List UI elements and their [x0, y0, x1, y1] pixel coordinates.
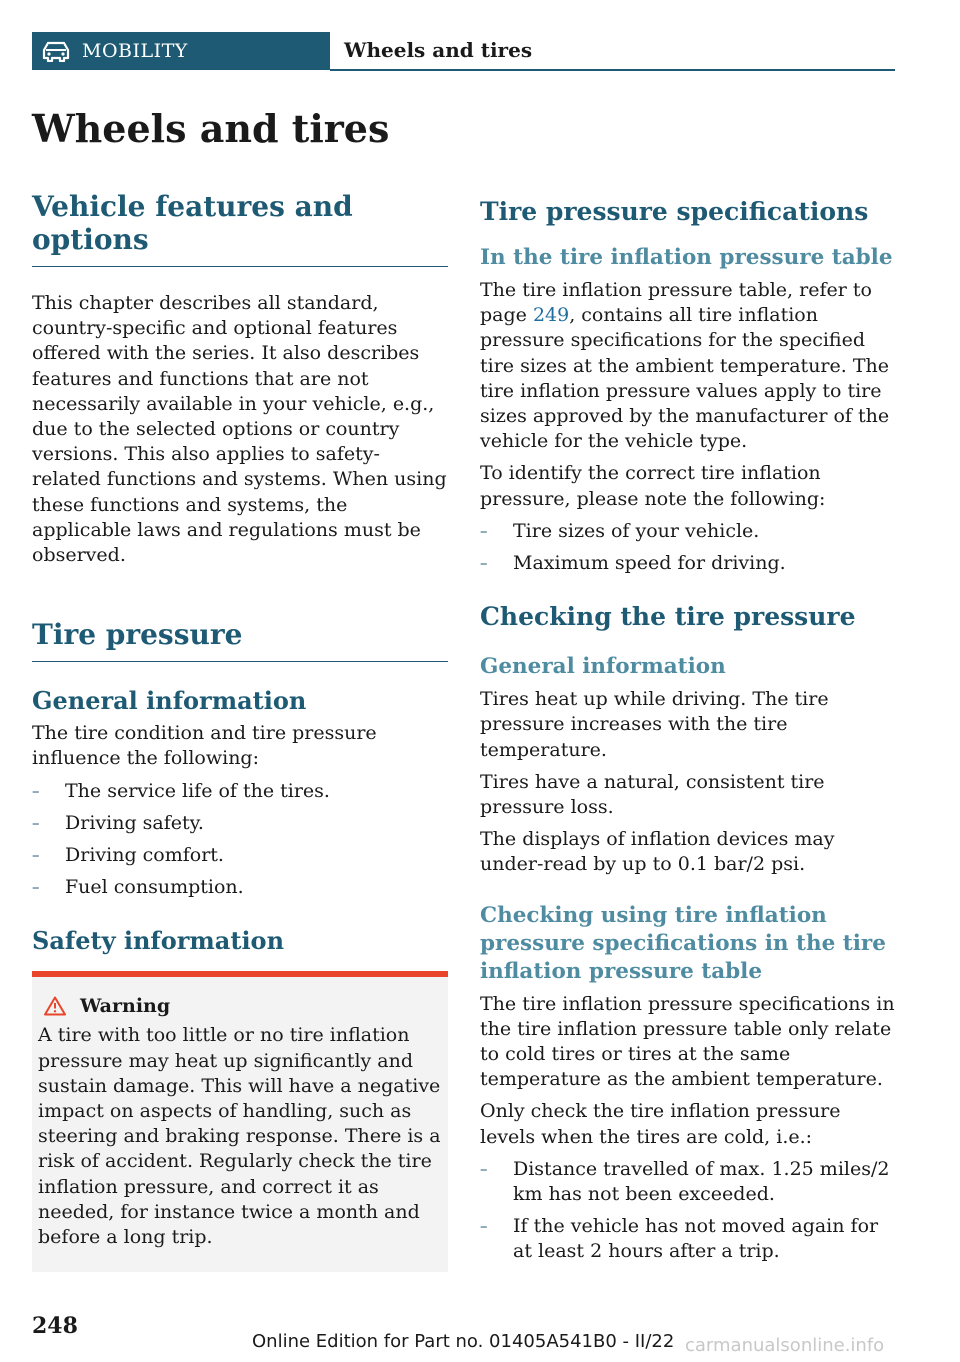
page-link[interactable]: 249 [532, 304, 570, 327]
using-text: The tire inflation pressure specifications in the tire inflation pressure table only relate to cold tires or tires at the same temperature as the ambient temperature. [480, 992, 895, 1091]
edition-info: Online Edition for Part no. 01405A541B0 - II/22 [252, 1331, 675, 1352]
list-item: – Maximum speed for driving. [480, 551, 896, 576]
check-text: Tires heat up while driving. The tire pressure increases with the tire temperature. [480, 688, 829, 761]
list-item: – Distance travelled of max. 1.25 miles/2 km has not been exceeded. [480, 1157, 896, 1207]
general-text: The tire condition and tire pressure influence the following: [32, 722, 377, 770]
spec-heading: Tire pressure specifications [480, 197, 869, 226]
page-title: Wheels and tires [32, 106, 390, 151]
section-tab [32, 32, 330, 70]
check-text: The displays of inflation devices may under-read by up to 0.1 bar/2 psi. [480, 828, 835, 876]
section-label: MOBILITY [82, 40, 188, 62]
header-rule [330, 69, 895, 71]
table-text-part: , contains all tire inflation pressure specifications for the specified tire sizes at the ambient temperature. The tire inflation pressure values apply to tire sizes approved by the manufacturer of the vehicle for the vehicle type. [480, 304, 890, 453]
list-item: – Driving comfort. [32, 843, 448, 868]
check-general-heading: General information [480, 654, 726, 680]
list-item: – Fuel consumption. [32, 875, 448, 900]
features-heading: Vehicle features and options [32, 190, 448, 267]
table-text-part: The tire inflation pressure table, refer to page [480, 279, 872, 327]
using-list [480, 1157, 896, 1265]
identify-list [480, 519, 896, 576]
left-column [32, 190, 448, 1272]
general-list [32, 779, 448, 901]
general-heading: General information [32, 686, 307, 716]
warning-label: Warning [80, 995, 171, 1018]
watermark: carmanualsonline.info [685, 1335, 885, 1356]
car-icon [40, 40, 72, 62]
page-number: 248 [32, 1313, 78, 1339]
warning-text: A tire with too little or no tire inflation pressure may heat up significantly and sustain damage. This will have a negative impact on aspects of handling, such as steering and braking response. There is a risk of accident. Regularly check the tire inflation pressure, and correct it as needed, for instance twice a month and before a long trip. [38, 1024, 441, 1249]
warning-box [32, 971, 448, 1272]
warning-icon [44, 996, 66, 1016]
list-item: – The service life of the tires. [32, 779, 448, 804]
warning-header [38, 995, 442, 1017]
right-column [480, 190, 896, 1265]
using-text: Only check the tire inflation pressure levels when the tires are cold, i.e.: [480, 1100, 841, 1148]
list-item: – Tire sizes of your vehicle. [480, 519, 896, 544]
identify-text: To identify the correct tire inflation pressure, please note the following: [480, 462, 826, 510]
features-text: This chapter describes all standard, country-specific and optional features offered with the series. It also describes features and functions that are not necessarily available in your vehicle, e.g., due to the selected options or country versions. This also applies to safety-related functions and systems. When using these functions and systems, the applicable laws and regulations must be observed. [32, 292, 447, 567]
tire-pressure-heading: Tire pressure [32, 618, 448, 662]
using-heading: Checking using tire inflation pressure specifications in the tire inflation pressure table [480, 902, 886, 984]
table-text [480, 278, 896, 454]
header-title: Wheels and tires [344, 38, 533, 62]
safety-heading: Safety information [32, 926, 285, 956]
list-item: – If the vehicle has not moved again for at least 2 hours after a trip. [480, 1214, 896, 1264]
list-item: – Driving safety. [32, 811, 448, 836]
check-text: Tires have a natural, consistent tire pressure loss. [480, 770, 825, 819]
page-header [32, 32, 895, 71]
table-heading: In the tire inflation pressure table [480, 245, 893, 270]
checking-heading: Checking the tire pressure [480, 602, 856, 632]
